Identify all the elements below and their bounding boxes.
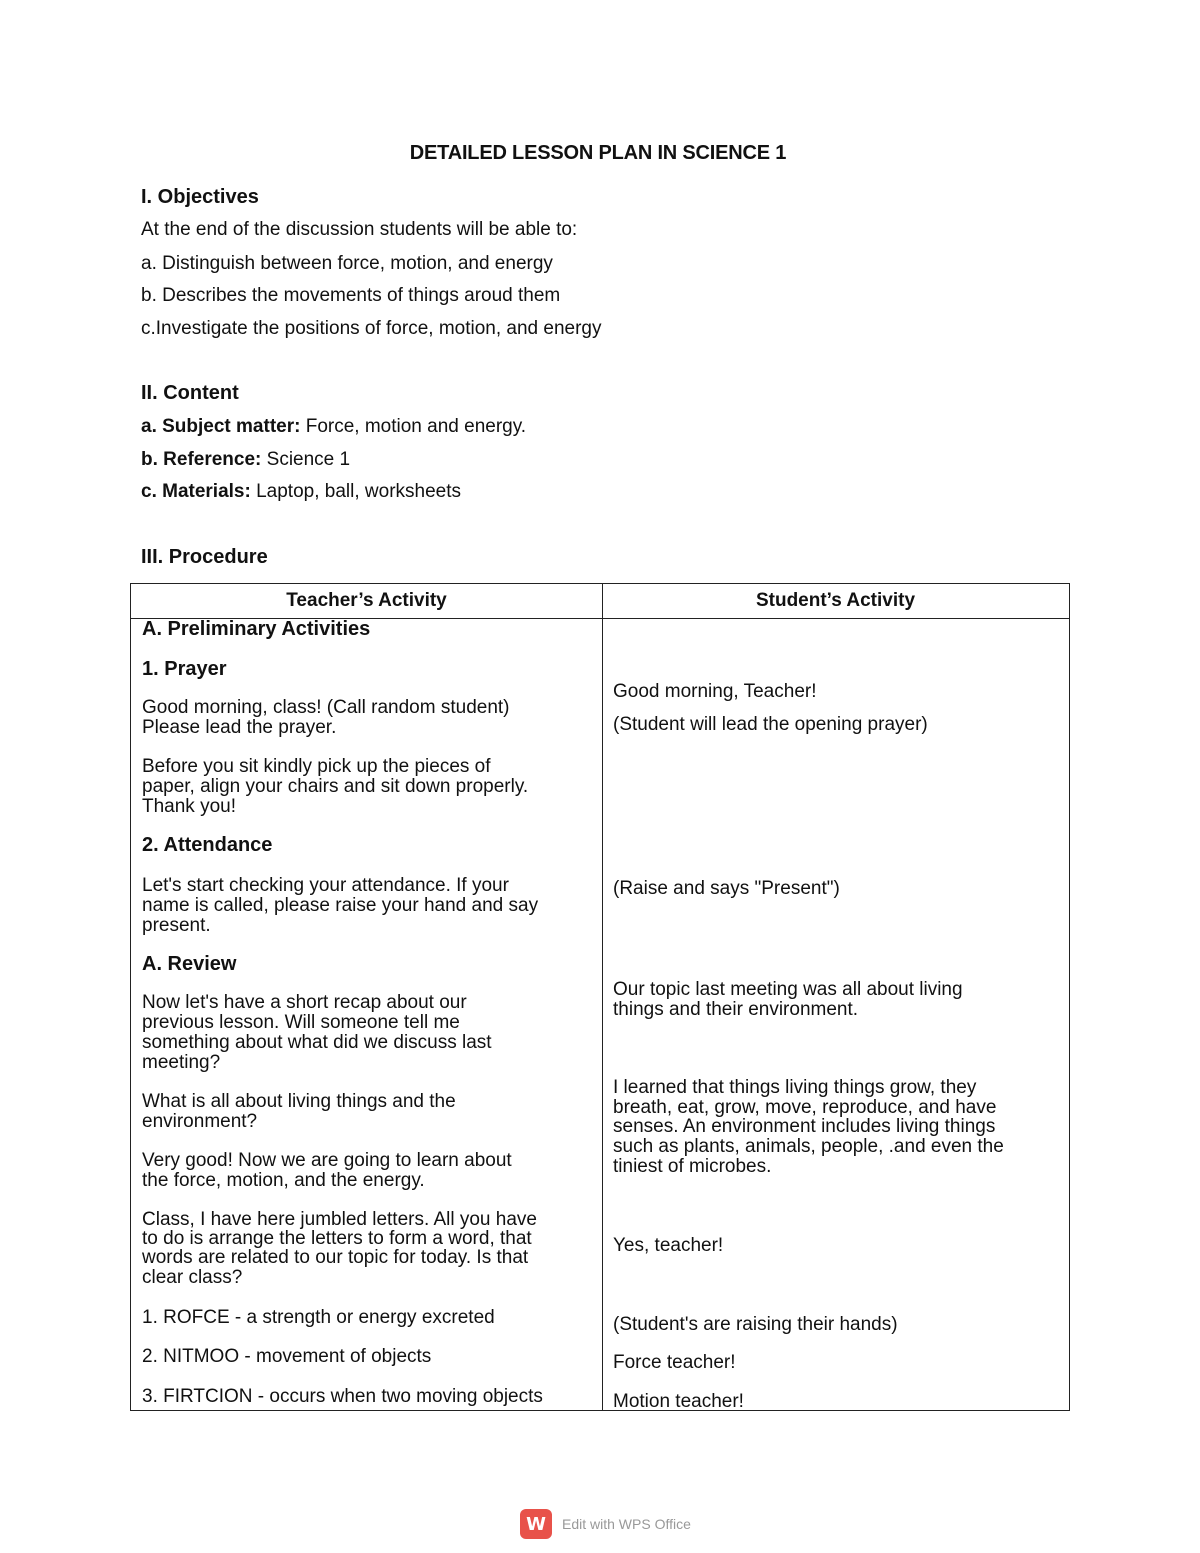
teacher-line: Now let's have a short recap about our (142, 992, 467, 1013)
student-line: (Raise and says "Present") (613, 878, 840, 899)
teacher-line: to do is arrange the letters to form a word, that (142, 1228, 532, 1249)
subject-matter-line (141, 416, 526, 438)
teacher-line: Before you sit kindly pick up the pieces of (142, 756, 491, 777)
teacher-line: Thank you! (142, 796, 236, 817)
reference-value: Science 1 (261, 449, 351, 470)
subject-matter-label: a. Subject matter: (141, 416, 301, 437)
objective-item: a. Distinguish between force, motion, and energy (141, 253, 553, 274)
column-divider (602, 584, 603, 1410)
jumbled-item: 3. FIRTCION - occurs when two moving objects (142, 1386, 543, 1407)
jumbled-item: 1. ROFCE - a strength or energy excreted (142, 1307, 495, 1328)
student-line: I learned that things living things grow, they (613, 1077, 977, 1098)
student-line: Motion teacher! (613, 1391, 744, 1412)
student-line: Good morning, Teacher! (613, 681, 817, 702)
teacher-line: the force, motion, and the energy. (142, 1170, 425, 1191)
wps-logo-icon: W (520, 1509, 552, 1539)
objectives-intro: At the end of the discussion students will be able to: (141, 219, 578, 240)
teacher-line: What is all about living things and the (142, 1091, 456, 1112)
review-heading: A. Review (142, 953, 237, 975)
objectives-heading: I. Objectives (141, 186, 259, 208)
teacher-line: something about what did we discuss last (142, 1032, 492, 1053)
teacher-line: Let's start checking your attendance. If your (142, 875, 509, 896)
student-line: (Student's are raising their hands) (613, 1314, 898, 1335)
teacher-line: meeting? (142, 1052, 221, 1073)
teacher-line: Very good! Now we are going to learn about (142, 1150, 512, 1171)
procedure-table (130, 583, 1070, 1411)
materials-line (141, 481, 461, 503)
teacher-line: clear class? (142, 1267, 243, 1288)
teacher-line: name is called, please raise your hand and say (142, 895, 539, 916)
student-line: Force teacher! (613, 1352, 736, 1373)
wps-footer[interactable] (520, 1508, 691, 1540)
materials-value: Laptop, ball, worksheets (250, 481, 462, 502)
student-line: tiniest of microbes. (613, 1156, 772, 1177)
student-line: (Student will lead the opening prayer) (613, 714, 928, 735)
materials-label: c. Materials: (141, 481, 251, 502)
footer-text: Edit with WPS Office (562, 1516, 691, 1532)
content-heading: II. Content (141, 382, 239, 404)
procedure-heading: III. Procedure (141, 546, 268, 568)
student-line: senses. An environment includes living things (613, 1116, 996, 1137)
teacher-column-header: Teacher’s Activity (286, 590, 447, 611)
student-line: breath, eat, grow, move, reproduce, and have (613, 1097, 997, 1118)
student-line: Yes, teacher! (613, 1235, 724, 1256)
subject-matter-value: Force, motion and energy. (300, 416, 527, 437)
teacher-line: paper, align your chairs and sit down properly. (142, 776, 529, 797)
objective-item: b. Describes the movements of things aroud them (141, 285, 561, 306)
student-line: things and their environment. (613, 999, 859, 1020)
page-title: DETAILED LESSON PLAN IN SCIENCE 1 (409, 142, 787, 164)
teacher-line: Good morning, class! (Call random student) (142, 697, 510, 718)
teacher-line: present. (142, 915, 211, 936)
reference-line (141, 449, 350, 471)
jumbled-item: 2. NITMOO - movement of objects (142, 1346, 432, 1367)
objective-item: c.Investigate the positions of force, motion, and energy (141, 318, 602, 339)
teacher-line: Please lead the prayer. (142, 717, 337, 738)
attendance-heading: 2. Attendance (142, 834, 273, 856)
reference-label: b. Reference: (141, 449, 262, 470)
teacher-line: previous lesson. Will someone tell me (142, 1012, 460, 1033)
preliminary-heading: A. Preliminary Activities (142, 618, 371, 640)
student-line: Our topic last meeting was all about living (613, 979, 963, 1000)
student-column-header: Student’s Activity (755, 590, 916, 611)
teacher-line: words are related to our topic for today. Is that (142, 1247, 529, 1268)
teacher-line: Class, I have here jumbled letters. All you have (142, 1209, 537, 1230)
student-line: such as plants, animals, people, .and even the (613, 1136, 1004, 1157)
teacher-line: environment? (142, 1111, 258, 1132)
prayer-heading: 1. Prayer (142, 658, 227, 680)
